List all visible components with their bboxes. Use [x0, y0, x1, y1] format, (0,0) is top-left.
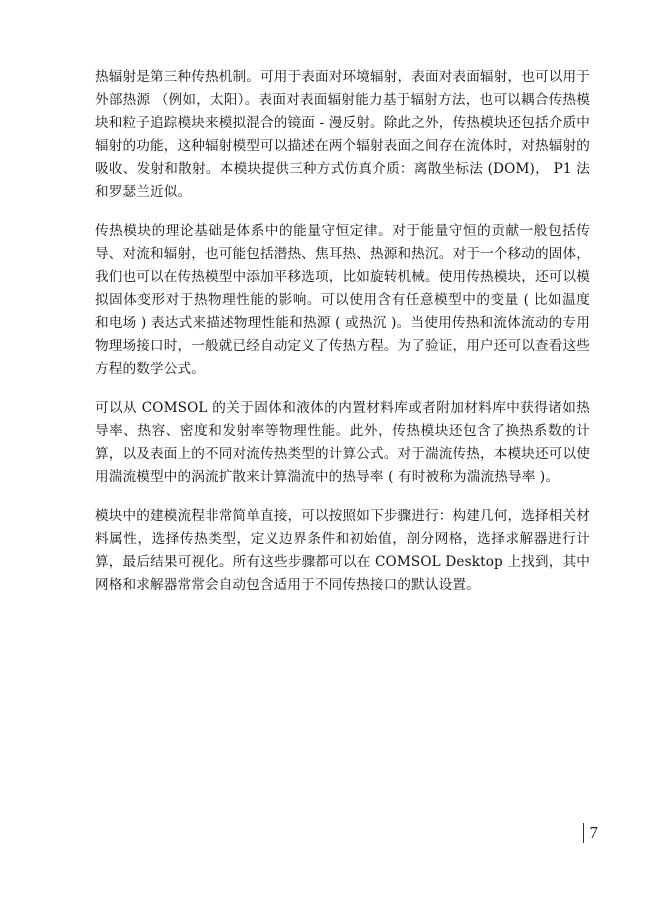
paragraph-thermal-radiation: 热辐射是第三种传热机制。可用于表面对环境辐射，表面对表面辐射，也可以用于外部热源 （例如，太阳）。表面对表面辐射能力基于辐射方法，也可以耦合传热模块和粒子追踪模块来模拟混合的镜面 - 漫反射。除此之外，传热模块还包括介质中辐射的功能，这种辐射模型可以描述在两个辐射表面之间存在流体时，对热辐射的吸收、发射和散射。本模块提供三种方式仿真介质：离散坐标法 (DOM)， P1 法和罗瑟兰近似。	[95, 69, 590, 200]
paragraph-energy-conservation: 传热模块的理论基础是体系中的能量守恒定律。对于能量守恒的贡献一般包括传导、对流和辐射，也可能包括潜热、焦耳热、热源和热沉。对于一个移动的固体，我们也可以在传热模型中添加平移选项，比如旋转机械。使用传热模块，还可以模拟固体变形对于热物理性能的影响。可以使用含有任意模型中的变量 ( 比如温度和电场 ) 表达式来描述物理性能和热源 ( 或热沉 )。当使用传热和流体流动的专用物理场接口时，一般就已经自动定义了传热方程。为了验证，用户还可以查看这些方程的数学公式。	[95, 223, 590, 377]
page-body	[95, 66, 590, 613]
page-number	[583, 823, 599, 843]
paragraph-modeling-workflow: 模块中的建模流程非常简单直接，可以按照如下步骤进行：构建几何，选择相关材料属性，选择传热类型，定义边界条件和初始值，剖分网格，选择求解器进行计算，最后结果可视化。所有这些步骤都可以在 COMSOL Desktop 上找到，其中网格和求解器常常会自动包含适用于不同传热接口的默认设置。	[95, 508, 590, 593]
paragraph-material-library: 可以从 COMSOL 的关于固体和液体的内置材料库或者附加材料库中获得诸如热导率、热容、密度和发射率等物理性能。此外，传热模块还包含了换热系数的计算，以及表面上的不同对流传热类型的计算公式。对于湍流传热，本模块还可以使用湍流模型中的涡流扩散来计算湍流中的热导率 ( 有时被称为湍流热导率 )。	[95, 400, 590, 485]
page-number-divider	[583, 823, 584, 843]
page-number-value: 7	[589, 823, 598, 842]
